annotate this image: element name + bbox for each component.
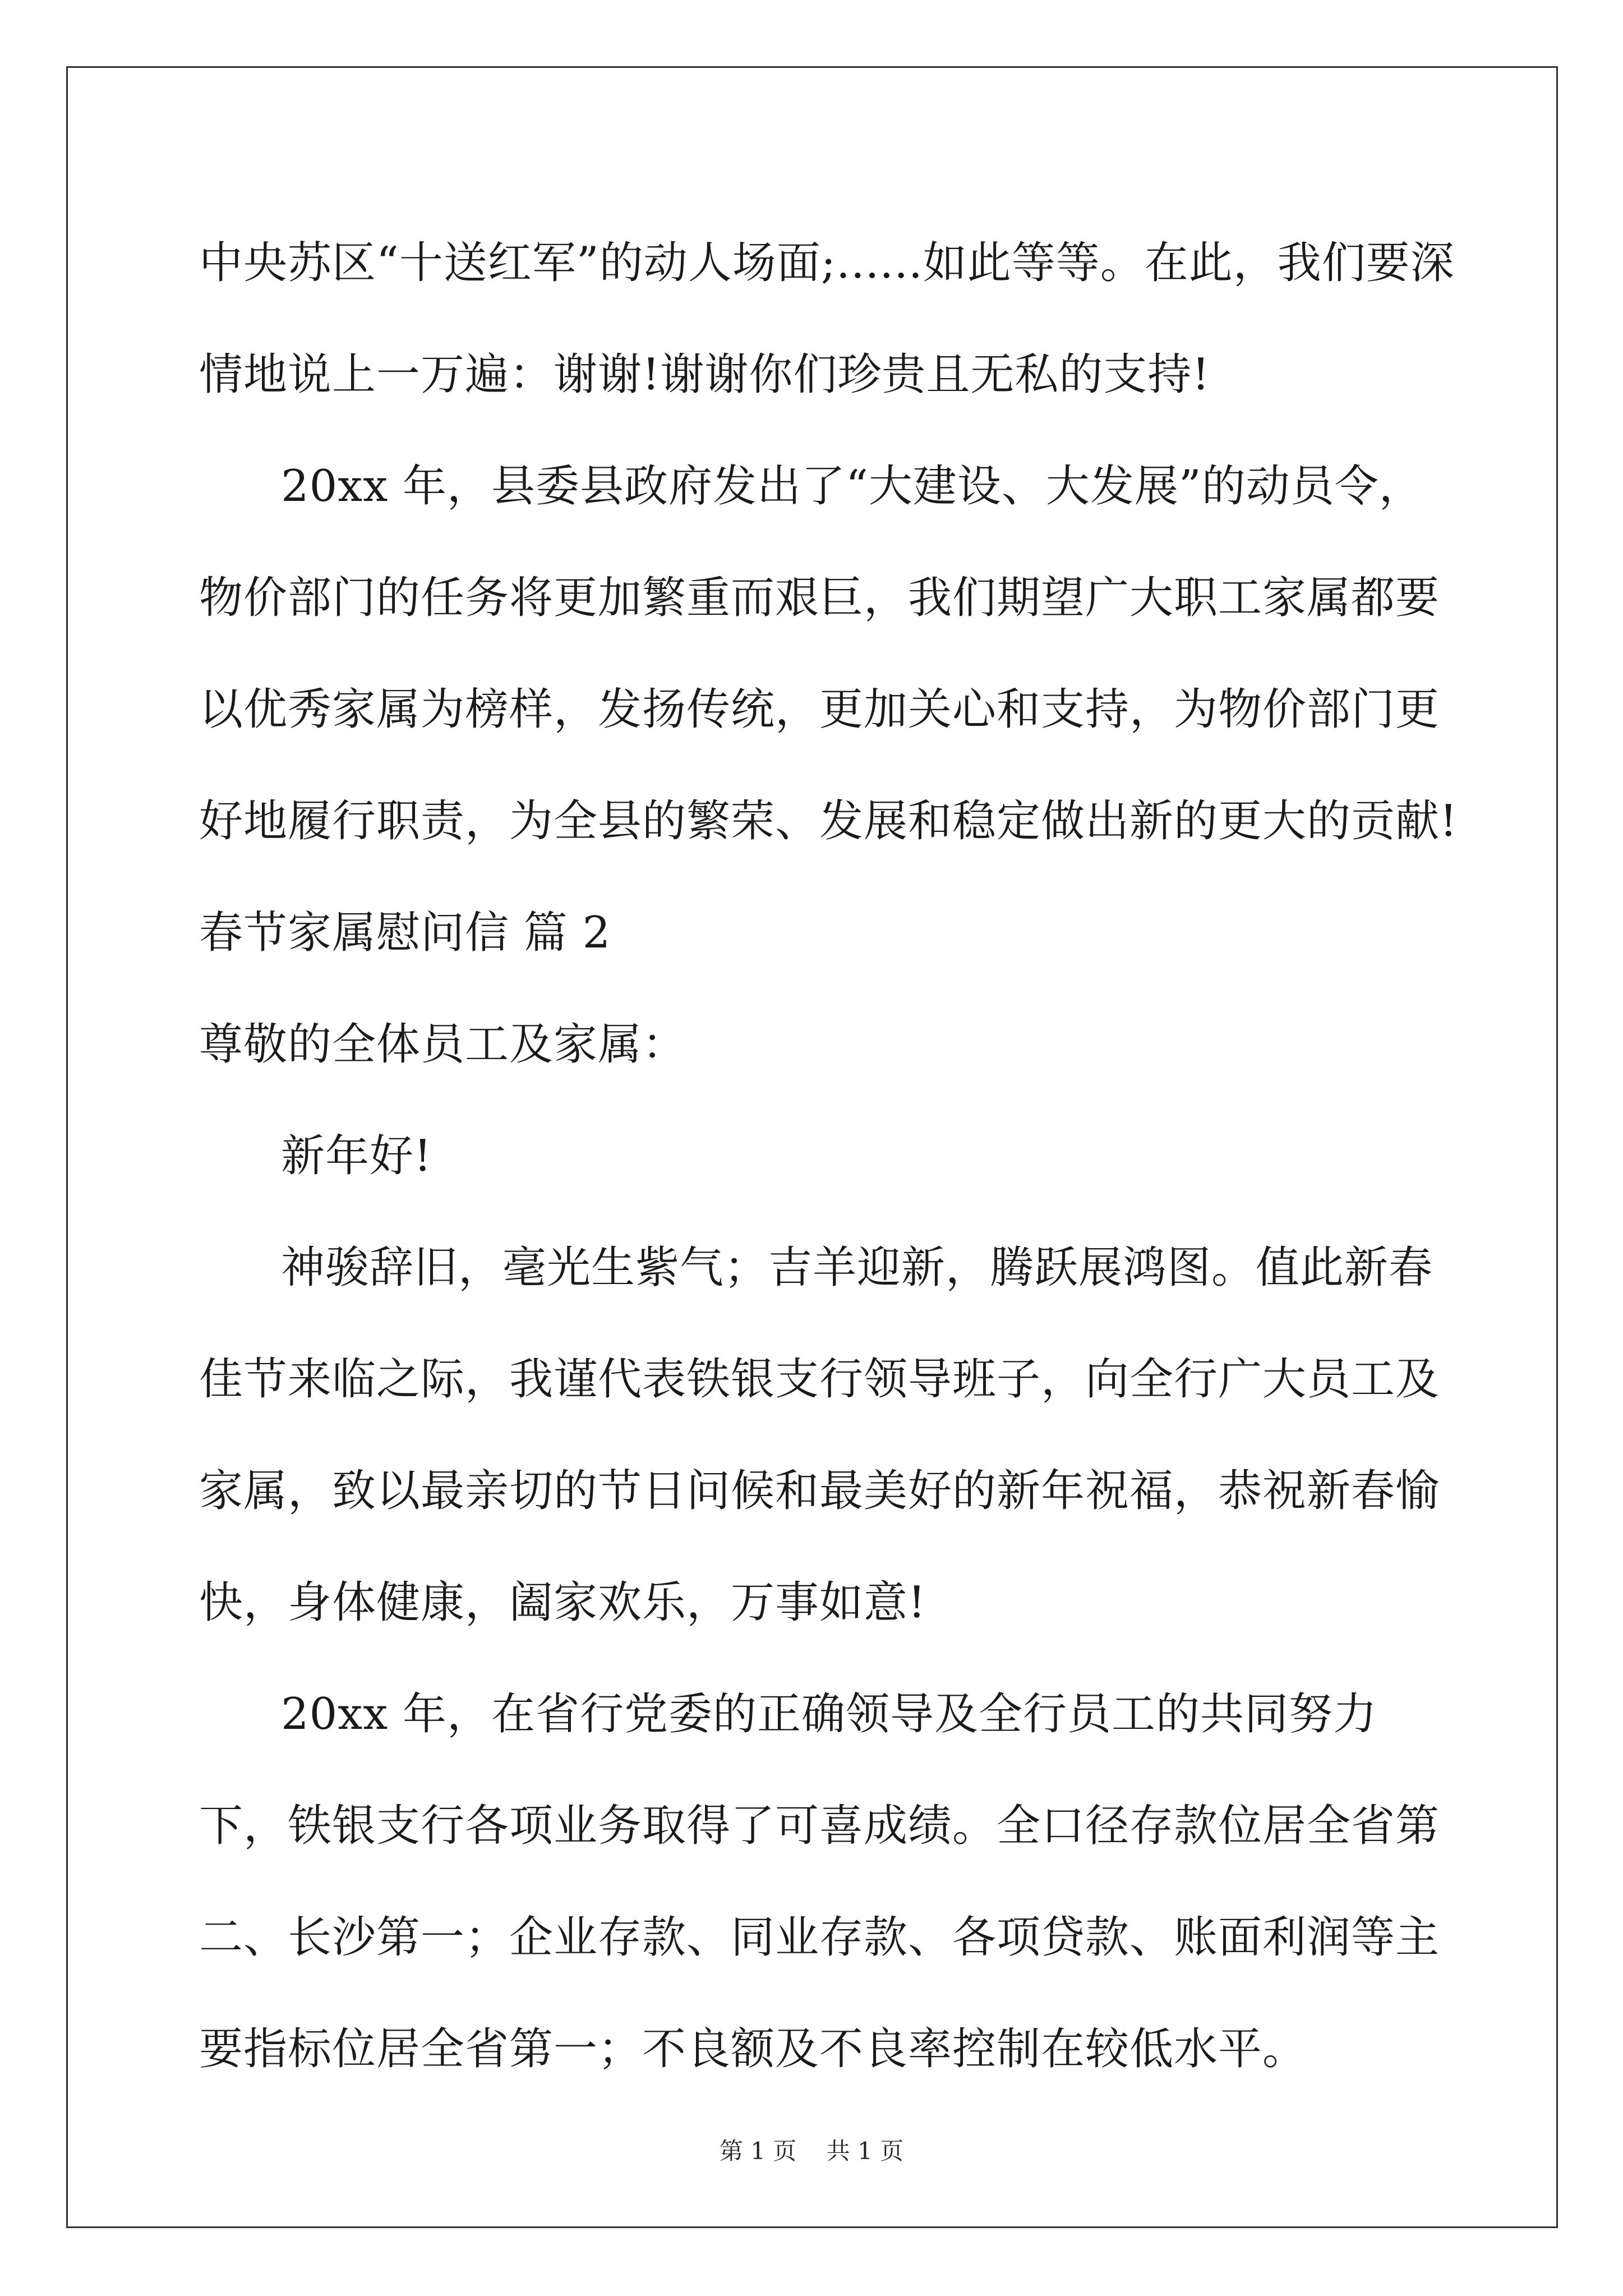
paragraph-1: 中央苏区“十送红军”的动人场面;......如此等等。在此，我们要深情地说上一万遍：谢谢!谢谢你们珍贵且无私的支持! bbox=[199, 238, 1455, 400]
paragraph-performance: 20xx 年，在省行党委的正确领导及全行员工的共同努力下，铁银支行各项业务取得了可喜成绩。全口径存款位居全省第二、长沙第一；企业存款、同业存款、各项贷款、账面利润等主要指标位居全省第一；不良额及不良率控制在较低水平。 bbox=[199, 1689, 1440, 2074]
paragraph-blessing: 神骏辞旧，毫光生紫气；吉羊迎新，腾跃展鸿图。值此新春佳节来临之际，我谨代表铁银支行领导班子，向全行广大员工及家属，致以最亲切的节日问候和最美好的新年祝福，恭祝新春愉快，身体健康，阖家欢乐，万事如意! bbox=[199, 1243, 1440, 1628]
page-footer bbox=[0, 2134, 1623, 2168]
greeting: 新年好! bbox=[281, 1131, 432, 1181]
section-heading: 春节家属慰问信 篇 2 bbox=[199, 908, 611, 958]
page-number: 第 1 页 bbox=[719, 2137, 797, 2165]
document-body bbox=[199, 208, 1461, 2105]
page-total: 共 1 页 bbox=[826, 2137, 904, 2165]
salutation: 尊敬的全体员工及家属： bbox=[199, 1019, 687, 1070]
paragraph-2: 20xx 年，县委县政府发出了“大建设、大发展”的动员令，物价部门的任务将更加繁重而艰巨，我们期望广大职工家属都要以优秀家属为榜样，发扬传统，更加关心和支持，为物价部门更好地履行职责，为全县的繁荣、发展和稳定做出新的更大的贡献! bbox=[199, 461, 1458, 846]
